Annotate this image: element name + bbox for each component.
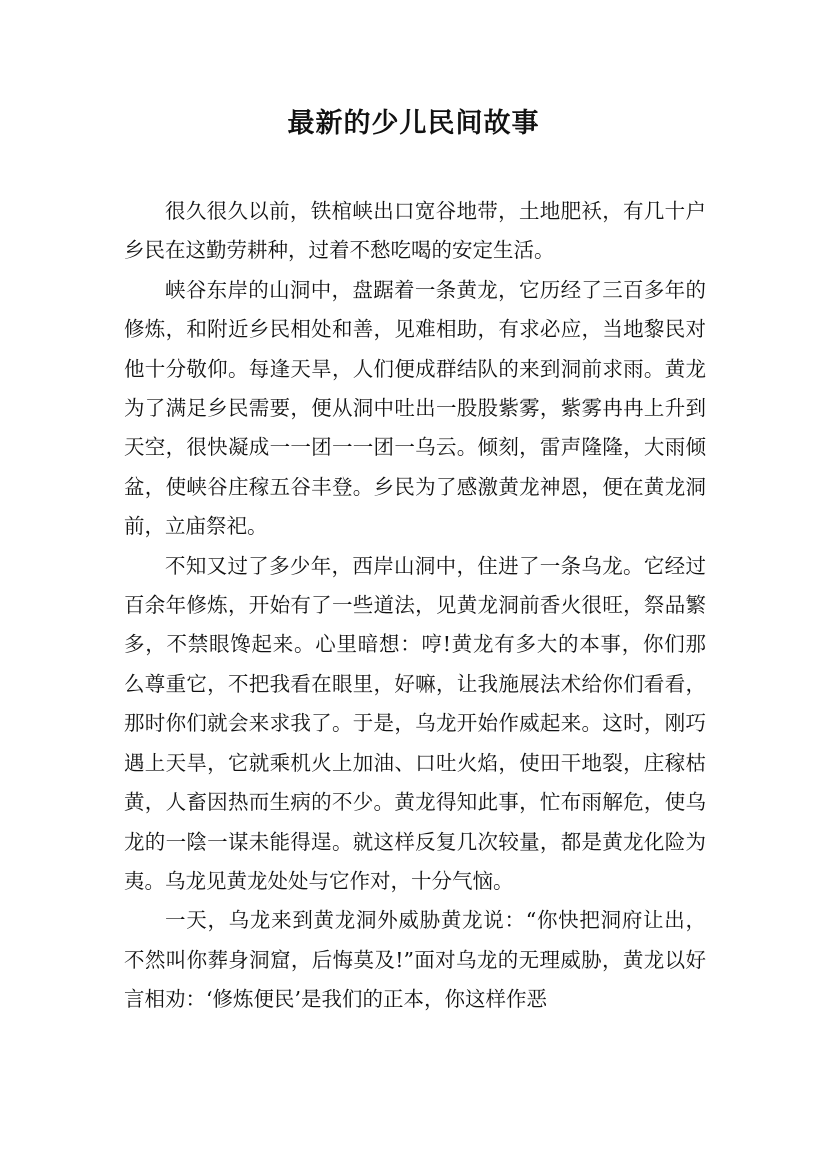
paragraph: 很久很久以前，铁棺峡出口宽谷地带，土地肥袄，有几十户乡民在这勤劳耕种，过着不愁吃喝的安定生活。 [124, 199, 706, 263]
paragraph: 峡谷东岸的山洞中，盘踞着一条黄龙，它历经了三百多年的修炼，和附近乡民相处和善，见难相助，有求必应，当地黎民对他十分敬仰。每逢天旱，人们便成群结队的来到洞前求雨。黄龙为了满足乡民需要，便从洞中吐出一股股紫雾，紫雾冉冉上升到天空，很快凝成一一团一一团一乌云。倾刻，雷声隆隆，大雨倾盆，使峡谷庄稼五谷丰登。乡民为了感激黄龙神恩，便在黄龙洞前，立庙祭祀。 [124, 277, 706, 539]
paragraph: 不知又过了多少年，西岸山洞中，住进了一条乌龙。它经过百余年修炼，开始有了一些道法，见黄龙洞前香火很旺，祭品繁多，不禁眼馋起来。心里暗想：哼!黄龙有多大的本事，你们那么尊重它，不把我看在眼里，好嘛，让我施展法术给你们看看，那时你们就会来求我了。于是，乌龙开始作威起来。这时，刚巧遇上天旱，它就乘机火上加油、口吐火焰，使田干地裂，庄稼枯黄，人畜因热而生病的不少。黄龙得知此事，忙布雨解危，使乌龙的一陰一谋未能得逞。就这样反复几次较量，都是黄龙化险为夷。乌龙见黄龙处处与它作对，十分气恼。 [124, 553, 706, 893]
story-body [124, 192, 706, 1020]
document-title: 最新的少儿民间故事 [287, 108, 540, 139]
paragraph: 一天，乌龙来到黄龙洞外威胁黄龙说：“你快把洞府让出，不然叫你葬身洞窟，后悔莫及!”面对乌龙的无理威胁，黄龙以好言相劝：‘修炼便民’是我们的正本，你这样作恶 [124, 908, 706, 1012]
